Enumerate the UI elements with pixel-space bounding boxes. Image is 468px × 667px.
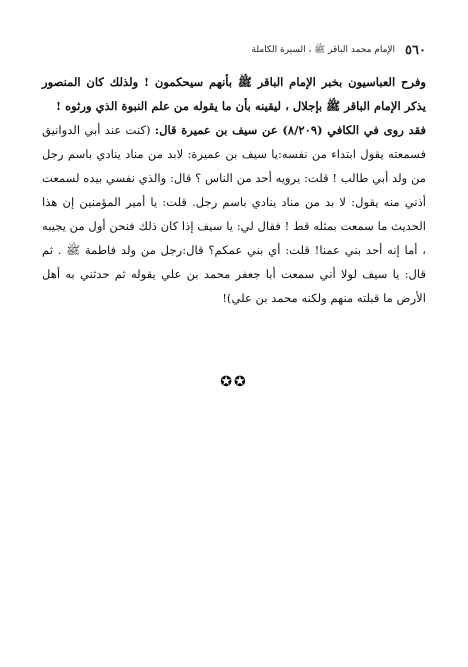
section-separator: ✪✪ bbox=[220, 374, 248, 390]
paragraph-2 bbox=[42, 118, 426, 310]
running-title: الإمام محمد الباقر ﷺ ، السيرة الكاملة bbox=[251, 45, 396, 55]
body-text bbox=[42, 70, 426, 310]
paragraph-1: وفرح العباسيون بخبر الإمام الباقر ﷺ بأنهم سيحكمون ! ولذلك كان المنصور يذكر الإمام الباقر ﷺ بإجلال ، ليقينه بأن ما يقوله من علم النبوة الذي ورثوه ! bbox=[42, 75, 426, 113]
page-number: ٥٦٠ bbox=[405, 42, 426, 58]
paragraph-2-text: (كنت عند أبي الدوانيق فسمعته يقول ابتداء من نفسه:يا سيف بن عميرة: لابد من مناد ينادي باسم رجل من ولد أبي طالب ! قلت: يرويه أحد من الناس ؟ قال: والذي نفسي بيده لسمعت أذني منه يقول: لا بد من مناد ينادي باسم رجل. قلت: يا أمير المؤمنين إن هذا الحديث ما سمعت بمثله قط ! فقال لي: يا سيف إذا كان ذلك فنحن أول من يجيبه ، أما إنه أحد بني عمنا! قلت: أي بني عمكم؟ قال:رجل من ولد فاطمة ﷺ . ثم قال: يا سيف لولا أني سمعت أبا جعفر محمد بن علي يقوله ثم حدثني به أهل الأرض ما قبلته منهم ولكنه محمد بن علي)! bbox=[42, 123, 426, 305]
paragraph-2-intro: فقد روى في الكافي (٨/٢٠٩) عن سيف بن عميرة قال: bbox=[154, 123, 427, 137]
page-header bbox=[40, 42, 426, 58]
